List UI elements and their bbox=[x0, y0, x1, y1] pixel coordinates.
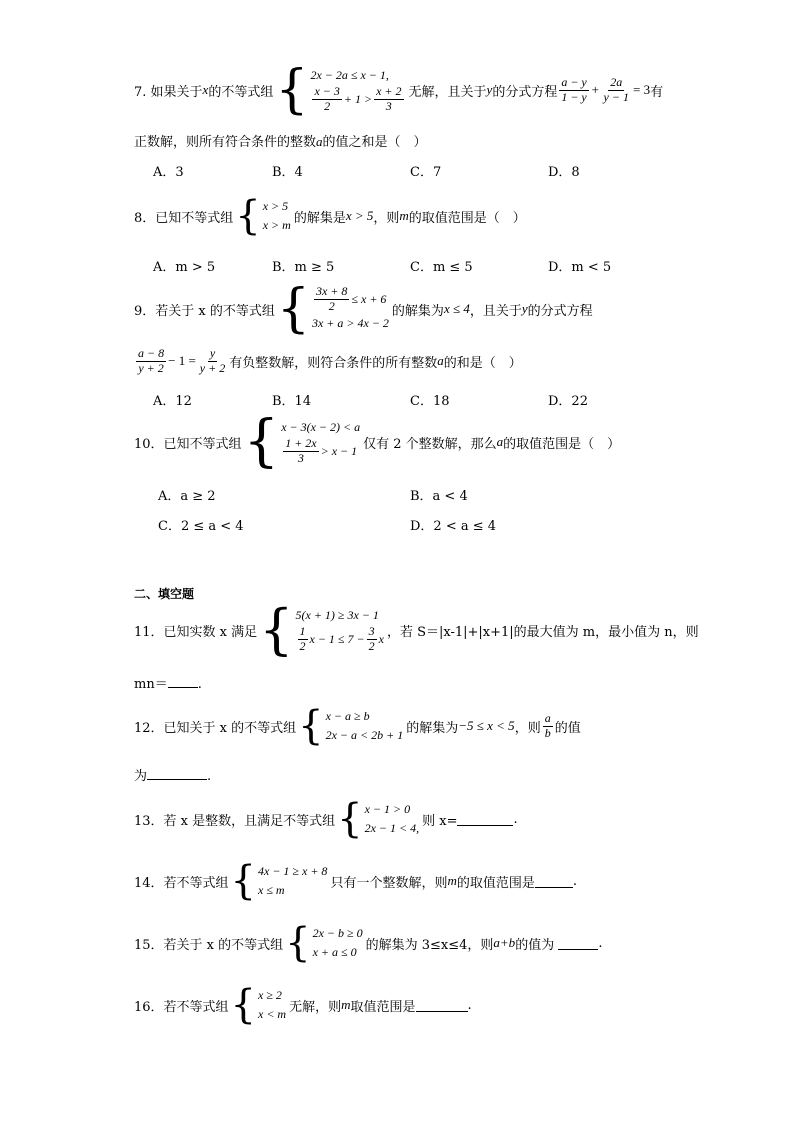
q7-frac2-den: 3 bbox=[385, 98, 392, 113]
q9-frac-den: 2 bbox=[328, 299, 335, 314]
q9-option-a[interactable]: A．12 bbox=[153, 394, 192, 409]
brace-icon: { bbox=[275, 60, 309, 120]
q12-mid2: ，则 bbox=[514, 720, 541, 736]
question-7-line1 bbox=[134, 60, 664, 120]
q9-mid2: ，且关于 bbox=[469, 303, 522, 319]
q10-inequality-system bbox=[243, 409, 361, 474]
q8-mid2: ，则 bbox=[373, 210, 400, 226]
q16-sys-line1: x ≥ 2 bbox=[258, 988, 282, 1003]
q8-var-m: m bbox=[399, 208, 409, 223]
q9-l2-frac2-den: y + 2 bbox=[199, 360, 226, 375]
q9-tail: 的分式方程 bbox=[527, 303, 593, 319]
q7-eq: = 3 bbox=[632, 82, 651, 97]
q15-sys-line2: x + a ≤ 0 bbox=[312, 945, 357, 959]
q12-cond: −5 ≤ x < 5 bbox=[458, 718, 515, 733]
q7-sys-line2 bbox=[310, 85, 405, 114]
q11-answer-blank[interactable] bbox=[168, 675, 198, 688]
q13-answer-blank[interactable] bbox=[457, 813, 513, 826]
q8-tail: 的取值范围是（ ） bbox=[408, 210, 526, 226]
q9-l2-text-a: 有负整数解，则符合条件的所有整数 bbox=[229, 355, 438, 371]
q10-tail: 的取值范围是（ ） bbox=[503, 436, 621, 452]
q8-option-d[interactable]: D．m < 5 bbox=[548, 260, 612, 275]
brace-icon: { bbox=[298, 703, 324, 749]
q15-sys-line1: 2x − b ≥ 0 bbox=[312, 926, 363, 941]
q12-sys-line1: x − a ≥ b bbox=[325, 709, 370, 724]
q9-l2-var: a bbox=[437, 353, 444, 369]
q9-sys-line1 bbox=[312, 285, 389, 314]
q7-frac4-num: 2a bbox=[610, 74, 623, 89]
q15-prefix: 15．若关于 x 的不等式组 bbox=[134, 937, 284, 953]
q10-option-a[interactable]: A．a ≥ 2 bbox=[158, 489, 216, 504]
q13-inequality-system bbox=[337, 796, 420, 842]
section-2-heading: 二、填空题 bbox=[134, 587, 195, 601]
question-9-line1 bbox=[134, 279, 593, 339]
q14-tail: 的取值范围是 bbox=[456, 875, 535, 891]
q7-inequality-system bbox=[275, 60, 405, 120]
q7-frac4-den: y − 1 bbox=[603, 89, 629, 104]
q11-tail: ，若 S＝|x-1|+|x+1|的最大值为 m，最小值为 n，则 bbox=[386, 624, 699, 640]
question-13-line1 bbox=[134, 796, 518, 842]
q12-mid: 的解集为 bbox=[406, 720, 459, 736]
q14-mid: 只有一个整数解，则 bbox=[330, 875, 448, 891]
q7-option-c[interactable]: C．7 bbox=[410, 165, 442, 180]
q7-frac3-den: 1 − y bbox=[561, 89, 587, 104]
q11-sys2-mid: x − 1 ≤ 7 − bbox=[309, 632, 365, 646]
q9-mid: 的解集为 bbox=[391, 303, 444, 319]
q16-prefix: 16．若不等式组 bbox=[134, 999, 229, 1015]
q15-var-ab: a+b bbox=[493, 935, 516, 950]
q13-sys-line1: x − 1 > 0 bbox=[364, 802, 411, 817]
q7-line2-b: 的值之和是（ ） bbox=[322, 135, 427, 150]
q12-prefix: 12．已知关于 x 的不等式组 bbox=[134, 720, 297, 736]
q7-var-y: y bbox=[486, 82, 493, 97]
question-15-line1 bbox=[134, 920, 603, 966]
q15-end: . bbox=[598, 935, 603, 951]
q10-mid: 仅有 2 个整数解，那么 bbox=[363, 436, 497, 452]
q11-f2-den: 2 bbox=[368, 638, 375, 653]
q14-var-m: m bbox=[447, 873, 457, 888]
q7-line2-a: 正数解，则所有符合条件的整数 bbox=[134, 135, 317, 150]
q7-option-b[interactable]: B．4 bbox=[272, 165, 303, 180]
q11-inequality-system bbox=[259, 598, 384, 661]
q9-l2-frac2-num: y bbox=[209, 346, 216, 360]
q7-mid1: 的不等式组 bbox=[208, 84, 274, 100]
q15-answer-blank[interactable] bbox=[558, 937, 598, 950]
q7-plus-one: + 1 > bbox=[343, 92, 373, 106]
brace-icon: { bbox=[230, 858, 256, 904]
q7-prefix: 7. 如果关于 bbox=[134, 84, 203, 100]
q9-l2-text-b: 的和是（ ） bbox=[443, 355, 522, 371]
q10-frac-den: 3 bbox=[297, 450, 304, 465]
q7-sys-line1: 2x − 2a ≤ x − 1, bbox=[310, 68, 389, 83]
question-8-line1 bbox=[134, 193, 526, 239]
q9-sys1-tail: ≤ x + 6 bbox=[351, 292, 387, 307]
q12-inequality-system bbox=[298, 703, 404, 749]
question-7-line2 bbox=[134, 131, 427, 150]
q11-f1-den: 2 bbox=[299, 638, 306, 653]
q9-var-y: y bbox=[521, 301, 528, 316]
q16-inequality-system bbox=[230, 982, 287, 1028]
q14-sys-line2: x ≤ m bbox=[258, 883, 285, 897]
q12-answer-blank[interactable] bbox=[147, 767, 207, 780]
q7-frac3-num: a − y bbox=[561, 74, 587, 89]
q12-tail: 的值 bbox=[554, 720, 581, 736]
brace-icon: { bbox=[230, 982, 256, 1028]
q12-f-num: a bbox=[544, 710, 551, 725]
q14-sys-line1: 4x − 1 ≥ x + 8 bbox=[258, 864, 328, 879]
q7-frac1-num: x − 3 bbox=[314, 84, 340, 98]
q13-sys-line2: 2x − 1 < 4, bbox=[364, 821, 420, 835]
q9-prefix: 9．若关于 x 的不等式组 bbox=[134, 303, 275, 319]
brace-icon: { bbox=[337, 796, 363, 842]
q11-sys2-tail: x bbox=[378, 632, 384, 646]
q12-sys-line2: 2x − a < 2b + 1 bbox=[325, 728, 404, 742]
q10-option-d[interactable]: D．2 < a ≤ 4 bbox=[410, 519, 497, 534]
q10-sys-line2 bbox=[281, 437, 360, 466]
q9-sys-line2: 3x + a > 4x − 2 bbox=[311, 316, 389, 330]
q9-option-d[interactable]: D．22 bbox=[548, 394, 588, 409]
q12-line2-end: . bbox=[207, 769, 212, 784]
brace-icon: { bbox=[243, 409, 280, 474]
q11-line2: mn＝ bbox=[134, 677, 168, 692]
q9-l2-frac1-num: a − 8 bbox=[138, 346, 165, 360]
q14-prefix: 14．若不等式组 bbox=[134, 875, 229, 891]
q13-prefix: 13．若 x 是整数，且满足不等式组 bbox=[134, 813, 336, 829]
q9-cond: x ≤ 4 bbox=[443, 301, 470, 316]
brace-icon: { bbox=[276, 279, 310, 339]
question-10-line1 bbox=[134, 409, 621, 474]
q10-sys2-tail: > x − 1 bbox=[320, 444, 358, 458]
q7-option-d[interactable]: D．8 bbox=[548, 165, 580, 180]
brace-icon: { bbox=[285, 920, 311, 966]
question-16-line1 bbox=[134, 982, 472, 1028]
q10-var-a: a bbox=[496, 434, 504, 449]
q16-sys-line2: x < m bbox=[258, 1007, 287, 1021]
q11-sys-line1: 5(x + 1) ≥ 3x − 1 bbox=[295, 608, 379, 623]
q7-plus: + bbox=[590, 82, 600, 97]
q9-frac-num: 3x + 8 bbox=[315, 284, 348, 299]
q14-end: . bbox=[572, 873, 577, 889]
q9-option-c[interactable]: C．18 bbox=[410, 394, 450, 409]
q16-end: . bbox=[467, 997, 472, 1013]
q15-mid: 的解集为 3≤x≤4，则 bbox=[365, 937, 494, 953]
q7-mid3: 的分式方程 bbox=[492, 84, 558, 100]
q11-prefix: 11．已知实数 x 满足 bbox=[134, 624, 258, 640]
q7-var-x: x bbox=[202, 82, 209, 97]
q13-tail: 则 x= bbox=[422, 813, 458, 829]
q14-answer-blank[interactable] bbox=[535, 875, 573, 888]
q16-answer-blank[interactable] bbox=[416, 999, 468, 1012]
question-11-line2 bbox=[134, 673, 202, 692]
q9-l2-frac1-den: y + 2 bbox=[138, 360, 164, 375]
question-12-line1 bbox=[134, 703, 581, 749]
q9-l2-minus-one: − 1 = bbox=[168, 353, 196, 369]
q12-line2: 为 bbox=[134, 769, 148, 784]
q9-option-b[interactable]: B．14 bbox=[272, 394, 312, 409]
q11-f1-num: 1 bbox=[299, 624, 306, 638]
q13-end: . bbox=[513, 811, 518, 827]
q10-option-c[interactable]: C．2 ≤ a < 4 bbox=[158, 519, 244, 534]
q8-inequality-system bbox=[235, 193, 291, 239]
q16-var-m: m bbox=[341, 997, 351, 1012]
q11-f2-num: 3 bbox=[368, 624, 375, 638]
q10-sys-line1: x − 3(x − 2) < a bbox=[281, 420, 361, 435]
question-12-line2 bbox=[134, 765, 211, 784]
brace-icon: { bbox=[235, 193, 261, 239]
q15-inequality-system bbox=[285, 920, 363, 966]
question-9-line2 bbox=[134, 347, 522, 376]
q10-option-b[interactable]: B．a < 4 bbox=[410, 489, 468, 504]
q8-cond: x > 5 bbox=[345, 208, 374, 223]
question-14-line1 bbox=[134, 858, 577, 904]
brace-icon: { bbox=[259, 598, 294, 661]
q8-mid: 的解集是 bbox=[293, 210, 346, 226]
question-11-line1 bbox=[134, 598, 699, 661]
q7-frac1-den: 2 bbox=[324, 98, 331, 113]
q7-option-a[interactable]: A．3 bbox=[153, 165, 184, 180]
q7-tail: 有 bbox=[650, 84, 664, 100]
q7-frac2-num: x + 2 bbox=[376, 84, 402, 98]
q11-line2-end: . bbox=[197, 677, 202, 692]
q7-line2-var: a bbox=[316, 134, 323, 149]
q10-frac-num: 1 + 2x bbox=[285, 436, 317, 450]
q9-inequality-system bbox=[276, 279, 389, 339]
q7-mid2: 无解，且关于 bbox=[408, 84, 487, 100]
q14-inequality-system bbox=[230, 858, 328, 904]
q8-option-c[interactable]: C．m ≤ 5 bbox=[410, 260, 473, 275]
q8-sys-line2: x > m bbox=[262, 218, 291, 232]
q12-f-den: b bbox=[544, 725, 551, 740]
q8-sys-line1: x > 5 bbox=[262, 199, 289, 214]
q8-prefix: 8．已知不等式组 bbox=[134, 210, 234, 226]
q16-mid: 无解，则 bbox=[289, 999, 342, 1015]
q15-tail: 的值为 bbox=[515, 937, 555, 953]
q10-prefix: 10．已知不等式组 bbox=[134, 436, 242, 452]
q8-option-b[interactable]: B．m ≥ 5 bbox=[272, 260, 335, 275]
q8-option-a[interactable]: A．m > 5 bbox=[153, 260, 216, 275]
q16-tail: 取值范围是 bbox=[350, 999, 416, 1015]
q11-sys-line2 bbox=[296, 625, 384, 654]
